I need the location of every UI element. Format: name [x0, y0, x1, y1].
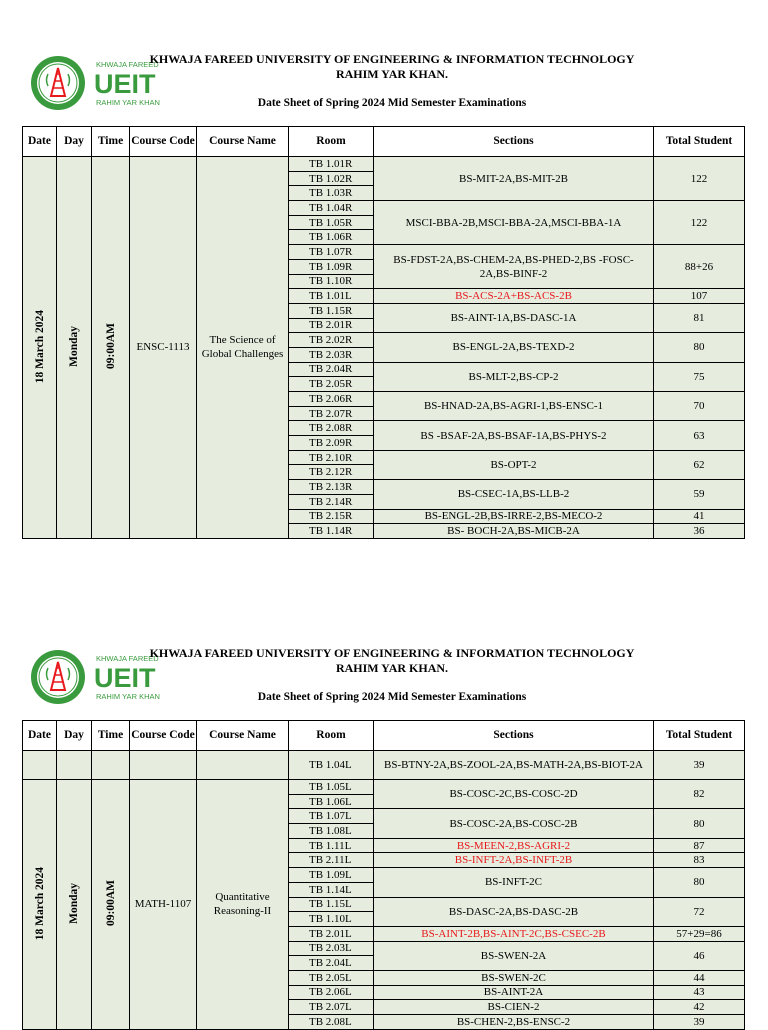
- city-name: RAHIM YAR KHAN.: [335, 661, 449, 675]
- sections-cell: BS-COSC-2C,BS-COSC-2D: [374, 780, 654, 809]
- room-cell: TB 1.14R: [289, 524, 374, 539]
- sections-cell: BS-AINT-2B,BS-AINT-2C,BS-CSEC-2B: [374, 926, 654, 941]
- university-name: KHWAJA FAREED UNIVERSITY OF ENGINEERING & INFORMATION TECHNOLOGY: [149, 646, 635, 660]
- room-cell: TB 1.09R: [289, 259, 374, 274]
- room-cell: TB 2.13R: [289, 480, 374, 495]
- sections-cell: BS-DASC-2A,BS-DASC-2B: [374, 897, 654, 926]
- sections-cell: BS- BOCH-2A,BS-MICB-2A: [374, 524, 654, 539]
- sections-cell: BS-INFT-2C: [374, 868, 654, 897]
- total-student-cell: 88+26: [654, 245, 745, 289]
- room-cell: TB 1.06R: [289, 230, 374, 245]
- total-student-cell: 75: [654, 362, 745, 391]
- total-student-cell: 122: [654, 201, 745, 245]
- total-student-cell: 41: [654, 509, 745, 524]
- room-cell: TB 2.14R: [289, 494, 374, 509]
- exam-time: 09:00AM: [92, 157, 130, 539]
- header-room: Room: [289, 721, 374, 751]
- room-cell: TB 1.01R: [289, 157, 374, 172]
- total-student-cell: 72: [654, 897, 745, 926]
- room-cell: TB 2.05L: [289, 970, 374, 985]
- sections-cell: BS-ENGL-2A,BS-TEXD-2: [374, 333, 654, 362]
- exam-day: Monday: [57, 157, 92, 539]
- header-total-student: Total Student: [654, 721, 745, 751]
- total-student-cell: 107: [654, 289, 745, 304]
- sections-cell: BS -BSAF-2A,BS-BSAF-1A,BS-PHYS-2: [374, 421, 654, 450]
- room-cell: TB 2.15R: [289, 509, 374, 524]
- sections-cell: BS-AINT-1A,BS-DASC-1A: [374, 303, 654, 332]
- room-cell: TB 2.08L: [289, 1015, 374, 1030]
- total-student-cell: 87: [654, 838, 745, 853]
- total-student-cell: 57+29=86: [654, 926, 745, 941]
- room-cell: TB 1.11L: [289, 838, 374, 853]
- sheet-2: [0, 594, 768, 1028]
- total-student-cell: 80: [654, 868, 745, 897]
- total-student-cell: 83: [654, 853, 745, 868]
- room-cell: TB 2.05R: [289, 377, 374, 392]
- total-student-cell: 39: [654, 1015, 745, 1030]
- room-cell: TB 2.09R: [289, 436, 374, 451]
- university-name: KHWAJA FAREED UNIVERSITY OF ENGINEERING & INFORMATION TECHNOLOGY: [149, 52, 635, 66]
- total-student-cell: 62: [654, 450, 745, 479]
- exam-date: 18 March 2024: [23, 780, 57, 1030]
- sections-cell: BS-CSEC-1A,BS-LLB-2: [374, 480, 654, 509]
- sections-cell: BS-SWEN-2A: [374, 941, 654, 970]
- total-student-cell: 82: [654, 780, 745, 809]
- sections-cell: BS-INFT-2A,BS-INFT-2B: [374, 853, 654, 868]
- room-cell: TB 2.06R: [289, 392, 374, 407]
- room-cell: TB 1.04R: [289, 201, 374, 216]
- empty-cell: [92, 751, 130, 780]
- room-cell: TB 1.05R: [289, 215, 374, 230]
- room-cell: TB 1.02R: [289, 171, 374, 186]
- course-code: MATH-1107: [130, 780, 197, 1030]
- logo-top-text: KHWAJA FAREED: [96, 654, 159, 663]
- room-cell: TB 1.14L: [289, 882, 374, 897]
- date-sheet-table: [22, 720, 745, 1030]
- room-cell: TB 2.12R: [289, 465, 374, 480]
- sections-cell: BS-SWEN-2C: [374, 970, 654, 985]
- sections-cell: BS-BTNY-2A,BS-ZOOL-2A,BS-MATH-2A,BS-BIOT-2A: [374, 751, 654, 780]
- empty-cell: [57, 751, 92, 780]
- total-student-cell: 81: [654, 303, 745, 332]
- total-student-cell: 39: [654, 751, 745, 780]
- logo-bottom-text: RAHIM YAR KHAN: [96, 692, 160, 701]
- total-student-cell: 44: [654, 970, 745, 985]
- total-student-cell: 59: [654, 480, 745, 509]
- room-cell: TB 2.01R: [289, 318, 374, 333]
- total-student-cell: 36: [654, 524, 745, 539]
- header-day: Day: [57, 127, 92, 157]
- course-name: Quantitative Reasoning-II: [197, 780, 289, 1030]
- empty-cell: [23, 751, 57, 780]
- room-cell: TB 2.03L: [289, 941, 374, 956]
- room-cell: TB 2.08R: [289, 421, 374, 436]
- sections-cell: BS-MLT-2,BS-CP-2: [374, 362, 654, 391]
- exam-time: 09:00AM: [92, 780, 130, 1030]
- sections-cell: BS-CIEN-2: [374, 1000, 654, 1015]
- empty-cell: [197, 751, 289, 780]
- sections-cell: MSCI-BBA-2B,MSCI-BBA-2A,MSCI-BBA-1A: [374, 201, 654, 245]
- room-cell: TB 2.10R: [289, 450, 374, 465]
- room-cell: TB 1.04L: [289, 751, 374, 780]
- logo-main-text: UEIT: [94, 69, 156, 99]
- exam-day: Monday: [57, 780, 92, 1030]
- room-cell: TB 1.15R: [289, 303, 374, 318]
- room-cell: TB 1.06L: [289, 794, 374, 809]
- room-cell: TB 1.15L: [289, 897, 374, 912]
- header-day: Day: [57, 721, 92, 751]
- total-student-cell: 42: [654, 1000, 745, 1015]
- header-room: Room: [289, 127, 374, 157]
- sections-cell: BS-ACS-2A+BS-ACS-2B: [374, 289, 654, 304]
- date-sheet-title: Date Sheet of Spring 2024 Mid Semester Examinations: [257, 691, 527, 703]
- course-code: ENSC-1113: [130, 157, 197, 539]
- header-sections: Sections: [374, 721, 654, 751]
- header-date: Date: [23, 721, 57, 751]
- room-cell: TB 2.04L: [289, 956, 374, 971]
- exam-date: 18 March 2024: [23, 157, 57, 539]
- sections-cell: BS-HNAD-2A,BS-AGRI-1,BS-ENSC-1: [374, 392, 654, 421]
- header-course-code: Course Code: [130, 127, 197, 157]
- sections-cell: BS-FDST-2A,BS-CHEM-2A,BS-PHED-2,BS -FOSC-2A,BS-BINF-2: [374, 245, 654, 289]
- room-cell: TB 2.11L: [289, 853, 374, 868]
- total-student-cell: 80: [654, 809, 745, 838]
- total-student-cell: 43: [654, 985, 745, 1000]
- room-cell: TB 2.02R: [289, 333, 374, 348]
- room-cell: TB 2.07L: [289, 1000, 374, 1015]
- sections-cell: BS-COSC-2A,BS-COSC-2B: [374, 809, 654, 838]
- header-course-name: Course Name: [197, 721, 289, 751]
- room-cell: TB 1.08L: [289, 824, 374, 839]
- room-cell: TB 1.10R: [289, 274, 374, 289]
- total-student-cell: 80: [654, 333, 745, 362]
- header-date: Date: [23, 127, 57, 157]
- header-course-code: Course Code: [130, 721, 197, 751]
- sections-cell: BS-AINT-2A: [374, 985, 654, 1000]
- city-name: RAHIM YAR KHAN.: [335, 67, 449, 81]
- header-row: [23, 721, 745, 751]
- sections-cell: BS-CHEN-2,BS-ENSC-2: [374, 1015, 654, 1030]
- header-time: Time: [92, 127, 130, 157]
- room-cell: TB 1.05L: [289, 780, 374, 795]
- header-total-student: Total Student: [654, 127, 745, 157]
- empty-cell: [130, 751, 197, 780]
- total-student-cell: 63: [654, 421, 745, 450]
- room-cell: TB 1.07L: [289, 809, 374, 824]
- header-time: Time: [92, 721, 130, 751]
- course-name: The Science of Global Challenges: [197, 157, 289, 539]
- room-cell: TB 2.04R: [289, 362, 374, 377]
- sections-cell: BS-OPT-2: [374, 450, 654, 479]
- room-cell: TB 1.03R: [289, 186, 374, 201]
- date-sheet-table: [22, 126, 745, 539]
- room-cell: TB 1.09L: [289, 868, 374, 883]
- total-student-cell: 122: [654, 157, 745, 201]
- room-cell: TB 2.06L: [289, 985, 374, 1000]
- room-cell: TB 2.03R: [289, 347, 374, 362]
- header-row: [23, 127, 745, 157]
- room-cell: TB 2.07R: [289, 406, 374, 421]
- date-sheet-title: Date Sheet of Spring 2024 Mid Semester Examinations: [257, 97, 527, 109]
- logo-bottom-text: RAHIM YAR KHAN: [96, 98, 160, 107]
- logo-top-text: KHWAJA FAREED: [96, 60, 159, 69]
- total-student-cell: 70: [654, 392, 745, 421]
- sections-cell: BS-MIT-2A,BS-MIT-2B: [374, 157, 654, 201]
- room-cell: TB 1.07R: [289, 245, 374, 260]
- room-cell: TB 1.01L: [289, 289, 374, 304]
- header-sections: Sections: [374, 127, 654, 157]
- room-cell: TB 2.01L: [289, 926, 374, 941]
- logo-main-text: UEIT: [94, 663, 156, 693]
- room-cell: TB 1.10L: [289, 912, 374, 927]
- sections-cell: BS-ENGL-2B,BS-IRRE-2,BS-MECO-2: [374, 509, 654, 524]
- sections-cell: BS-MEEN-2,BS-AGRI-2: [374, 838, 654, 853]
- total-student-cell: 46: [654, 941, 745, 970]
- header-course-name: Course Name: [197, 127, 289, 157]
